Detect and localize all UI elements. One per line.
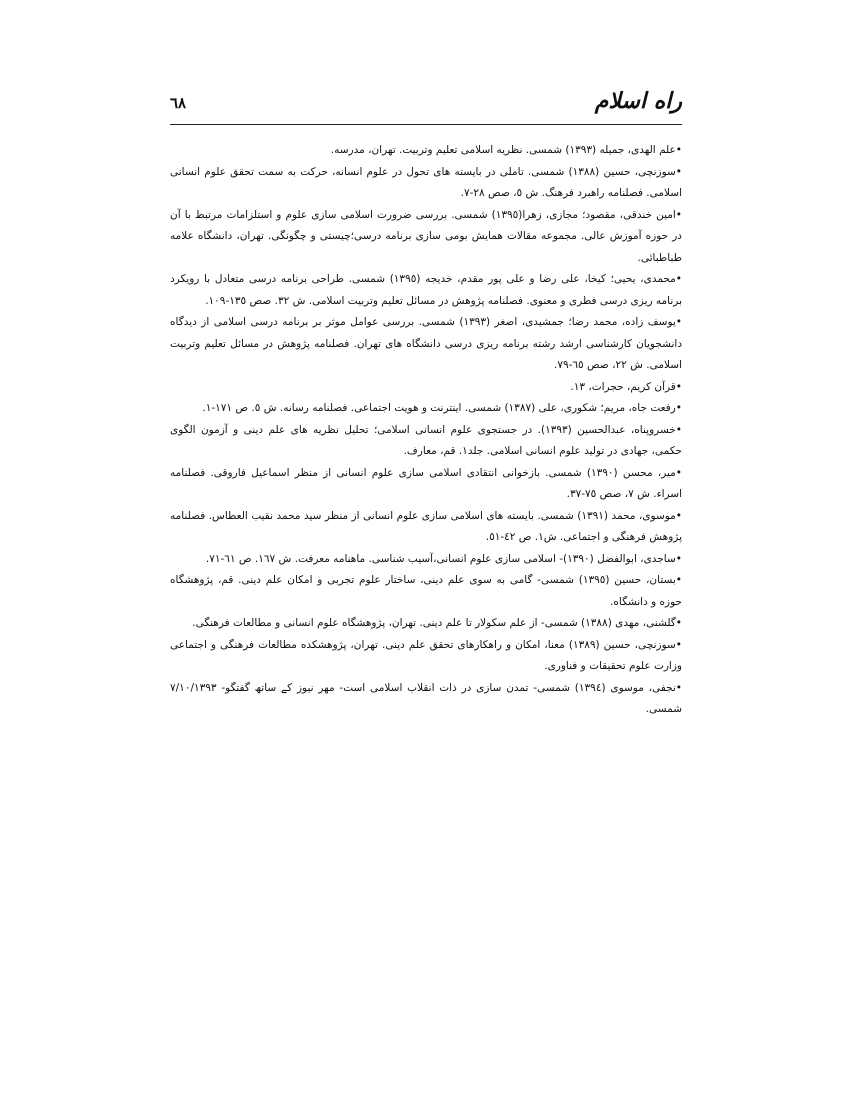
bibliography-entry: •موسوی، محمد (١٣٩١) شمسی. بایسته های اسلامی سازی علوم انسانی از منظر سید محمد نقیب العطاس. فصلنامه پژوهش فرهنگی و اجتماعی. ش١. ص ٤٢-٥١. <box>170 509 683 543</box>
bibliography-entry: •نجفی، موسوی (١٣٩٤) شمسی- تمدن سازی در ذات انقلاب اسلامی است- مهر نیوز کے ساتھ گفتگو- ٧/١٠/١٣٩٣ شمسی. <box>170 681 683 715</box>
bibliography-entry: •امین خندقی، مقصود؛ مجازی، زهرا(١٣٩٥) شمسی. بررسی ضرورت اسلامی سازی علوم و استلزامات مرتبط با آن در حوزه آموزش عالی. مجموعه مقالات همایش بومی سازی برنامه درسی؛چیستی و چگونگی. تهران، دانشگاه علامه طباطبائی. <box>170 208 682 264</box>
bibliography-entry: •محمدی، یحیی؛ کیخا، علی رضا و علی پور مقدم، خدیجه (١٣٩٥) شمسی. طراحی برنامه درسی متعادل با رویکرد برنامه ریزی درسی فطری و معنوی. فصلنامه پژوهش در مسائل تعلیم وتربیت اسلامی. ش ٣٢. صص ١٣٥-١٠٩. <box>170 273 683 307</box>
bibliography-entry: •ساجدی، ابوالفضل (١٣٩٠)- اسلامی سازی علوم انسانی،آسیب شناسی. ماهنامه معرفت. ش ١٦٧. ص ٦١-٧١. <box>205 552 682 565</box>
bibliography-entry: •رفعت جاه، مریم؛ شکوری، علی (١٣٨٧) شمسی. اینترنت و هویت اجتماعی. فصلنامه رسانه. ش ٥. ص ١٧١-١. <box>202 402 682 414</box>
bibliography-entry: •خسروپناه، عبدالحسین (١٣٩٣). در جستجوی علوم انسانی اسلامی؛ تحلیل نظریه های علم دینی و آزمون الگوی حکمی، جهادی در تولید علوم انسانی اسلامی. جلد١. قم، معارف. <box>170 423 682 457</box>
page-number: ٦٨ <box>170 94 187 112</box>
bibliography-entry: •یوسف زاده، محمد رضا؛ جمشیدی، اصغر (١٣٩٣) شمسی. بررسی عوامل موثر بر برنامه درسی اسلامی از دیدگاه دانشجویان کارشناسی ارشد رشته برنامه ریزی درسی دانشگاه های تهران. فصلنامه پژوهش در مسائل تعلیم وتربیت اسلامی. ش ٢٢، صص ٦٥-٧٩. <box>170 316 682 371</box>
bibliography-entry: •بستان، حسین (١٣٩٥) شمسی- گامی به سوی علم دینی، ساختار علوم تجربی و امکان علم دینی. قم، پژوهشگاه حوزه و دانشگاه. <box>170 574 682 608</box>
bibliography-entry: •سوزنچی، حسین (١٣٨٩) معنا، امکان و راهکارهای تحقق علم دینی. تهران، پژوهشکده مطالعات فرهنگی و اجتماعی وزارت علوم تحقیقات و فناوری. <box>170 638 682 672</box>
header-divider <box>170 124 682 125</box>
journal-logo: راه اسلام <box>594 88 682 114</box>
bibliography-entry: •قرآن کریم، حجرات، ١٣. <box>570 380 682 393</box>
bibliography-list <box>170 140 682 721</box>
bibliography-entry: •میر، محسن (١٣٩٠) شمسی. بازخوانی انتقادی اسلامی سازی علوم انسانی از منظر اسماعیل فاروقی. فصلنامه اسراء. ش ٧، صص ٧٥-٣٧. <box>170 466 682 500</box>
bibliography-entry: •سوزنچی، حسین (١٣٨٨) شمسی. تاملی در بایسته های تحول در علوم انسانه، حرکت به سمت تحقق علوم انسانی اسلامی. فصلنامه راهبرد فرهنگ. ش ٥، صص ٢٨-٧. <box>170 165 682 199</box>
bibliography-entry: •گلشنی، مهدی (١٣٨٨) شمسی- از علم سکولار تا علم دینی. تهران، پژوهشگاه علوم انسانی و مطالعات فرهنگی. <box>192 617 682 629</box>
page-header <box>170 86 682 126</box>
bibliography-entry: •علم الهدی، جمیله (١٣٩٣) شمسی. نظریه اسلامی تعلیم وتربیت. تهران، مدرسه. <box>330 144 682 156</box>
